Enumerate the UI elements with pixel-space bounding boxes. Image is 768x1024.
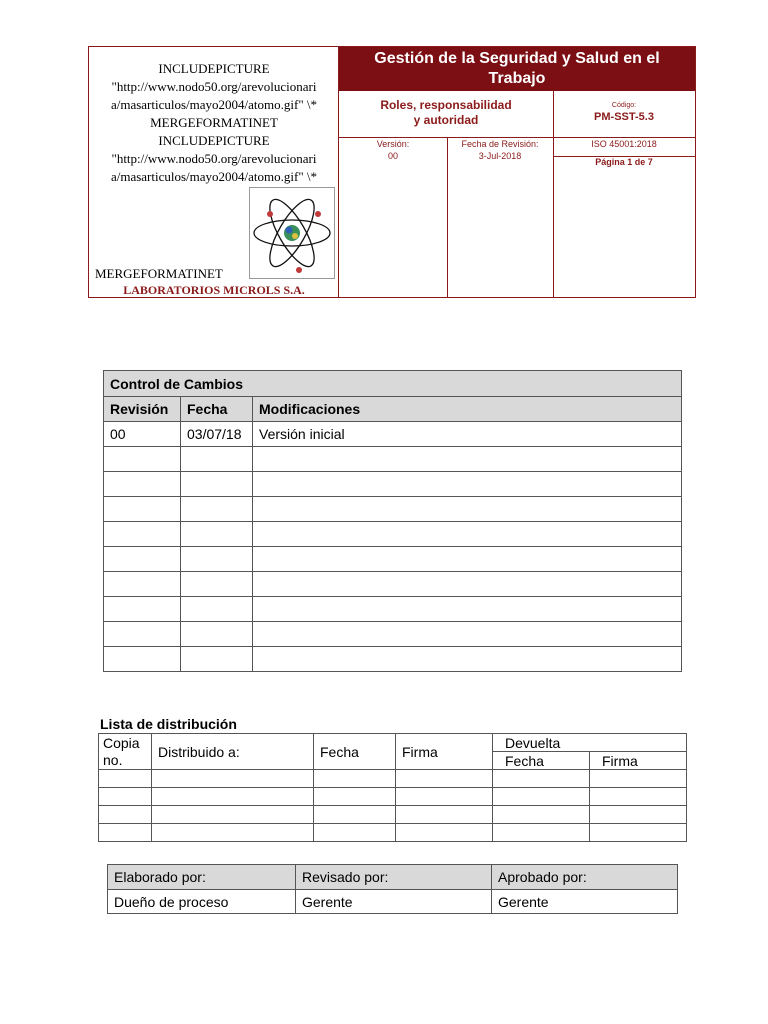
table-row: [104, 547, 682, 572]
page-number: Página 1 de 7: [595, 157, 653, 167]
table-row: [99, 788, 687, 806]
col-returned-date: Fecha: [493, 752, 590, 770]
distribution-title: Lista de distribución: [100, 716, 237, 732]
table-row: [104, 447, 682, 472]
table-row: [104, 647, 682, 672]
header-date: Fecha: [181, 397, 253, 422]
field-code-text: INCLUDEPICTURE "http://www.nodo50.org/arevolucionari a/masarticulos/mayo2004/atomo.gif" \* MERGEFORMATINET INCLUDEPICTURE "http://www.nodo50.org/arevolucionari a/masarticulos/mayo2004/atomo.gif" \*: [110, 61, 318, 184]
col-returned: Devuelta: [493, 734, 687, 752]
code-value: PM-SST-5.3: [594, 111, 654, 123]
col-distributed-to: Distribuido a:: [152, 734, 314, 770]
document-title: Gestión de la Seguridad y Salud en el Trabajo: [339, 47, 695, 91]
col-returned-signature: Firma: [590, 752, 687, 770]
header-modifications: Modificaciones: [253, 397, 682, 422]
reviewed-by-label: Revisado por:: [296, 865, 492, 890]
revision-date-value: 3-Jul-2018: [478, 151, 522, 161]
approved-by-label: Aprobado por:: [492, 865, 678, 890]
document-header: [88, 46, 696, 298]
atom-icon: [249, 187, 335, 279]
table-row: [99, 770, 687, 788]
change-control-title: Control de Cambios: [104, 371, 682, 397]
document-subtitle: Roles, responsabilidad y autoridad: [380, 98, 512, 127]
change-control-table: [103, 370, 682, 672]
table-row: [104, 472, 682, 497]
divider: [339, 137, 695, 138]
approval-table: [107, 864, 678, 914]
header-revision: Revisión: [104, 397, 181, 422]
approved-by-value: Gerente: [492, 890, 678, 914]
col-date: Fecha: [314, 734, 396, 770]
code-label: Código:: [611, 102, 637, 109]
revision-date-label: Fecha de Revisión:: [461, 139, 539, 149]
table-row: [104, 597, 682, 622]
table-row: 00 03/07/18 Versión inicial: [104, 422, 682, 447]
distribution-table: [98, 733, 687, 842]
table-row: [104, 522, 682, 547]
version-value: 00: [387, 151, 398, 161]
table-row: [104, 622, 682, 647]
col-signature: Firma: [396, 734, 493, 770]
table-row: [104, 497, 682, 522]
col-copy-number: Copia no.: [99, 734, 152, 770]
prepared-by-label: Elaborado por:: [108, 865, 296, 890]
field-code-last: MERGEFORMATINET: [95, 266, 223, 281]
table-row: [99, 824, 687, 842]
company-name: LABORATORIOS MICROLS S.A.: [123, 283, 305, 297]
prepared-by-value: Dueño de proceso: [108, 890, 296, 914]
version-label: Versión:: [376, 139, 410, 149]
logo-cell: [89, 47, 339, 297]
reviewed-by-value: Gerente: [296, 890, 492, 914]
iso-standard: ISO 45001:2018: [591, 139, 657, 149]
table-row: [104, 572, 682, 597]
table-row: [99, 806, 687, 824]
